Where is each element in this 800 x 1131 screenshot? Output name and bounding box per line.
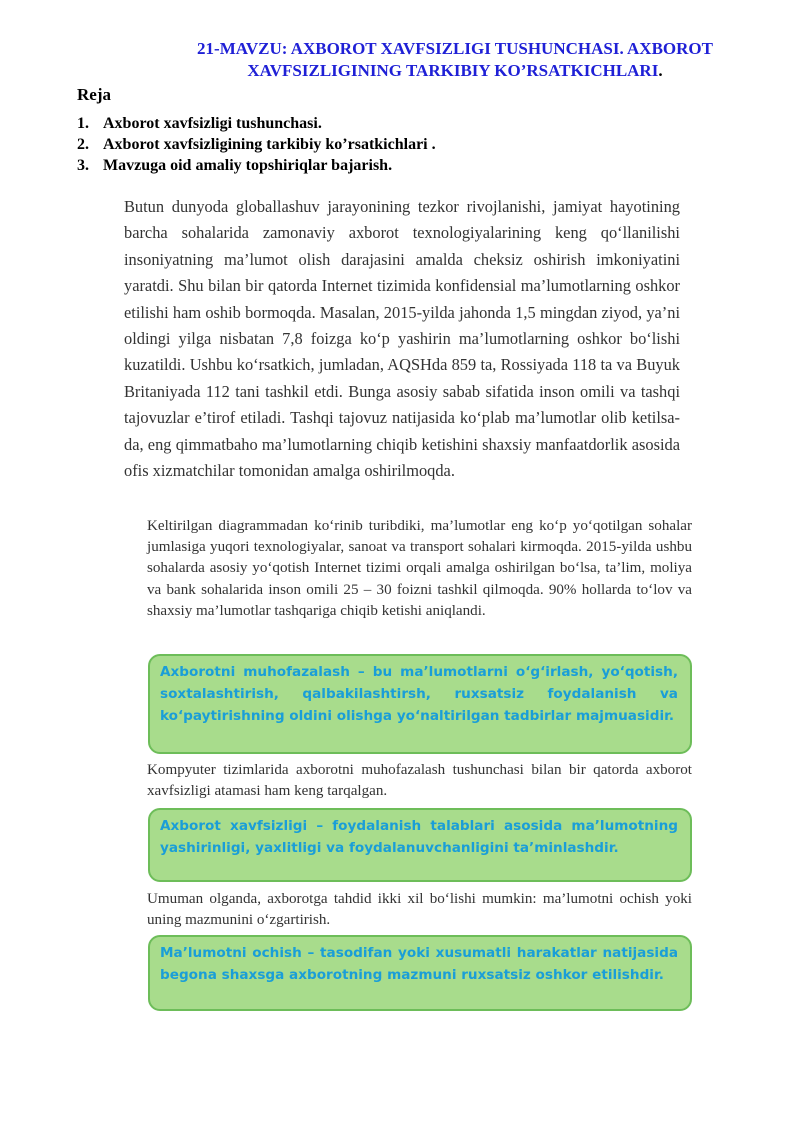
definition-box-data-disclosure: Ma’lumotni ochish – tasodifan yoki xusumatli harakatlar natijasida begona shaxsga axborotning mazmuni ruxsatsiz oshkor etilishdir. bbox=[148, 935, 692, 1011]
plan-list bbox=[77, 113, 436, 176]
plan-item-number: 1. bbox=[77, 115, 89, 132]
diagram-summary-paragraph: Keltirilgan diagrammadan ko‘rinib turibdiki, ma’lumotlar eng ko‘p yo‘qotilgan sohalar jumlasiga yuqori texnologiyalar, sanoat va transport sohalari kirmoqda. 2015-yilda ushbu sohalarda asosiy yo‘qotish Internet tizimi orqali amalga oshirilgan bo‘lsa, ta’lim, moliya va bank sohalarida inson omili 25 – 30 foizni tashkil qilmoqda. 90% hollarda to‘lov va shaxsiy ma’lumotlar tashqariga chiqib ketishi aniqlandi. bbox=[147, 518, 692, 619]
plan-heading: Reja bbox=[77, 85, 111, 104]
title-period: . bbox=[658, 61, 663, 80]
plan-item-text: Axborot xavfsizligining tarkibiy ko’rsatkichlari . bbox=[103, 136, 436, 153]
plan-item-text: Axborot xavfsizligi tushunchasi. bbox=[103, 115, 322, 132]
plan-item bbox=[77, 155, 436, 176]
plan-item bbox=[77, 113, 436, 134]
plan-item-number: 2. bbox=[77, 136, 89, 153]
plan-item bbox=[77, 134, 436, 155]
definition-box-information-security: Axborot xavfsizligi – foydalanish talablari asosida ma’lumotning yashirinligi, yaxlitligi va foydalanuvchanligini ta’minlashdir. bbox=[148, 808, 692, 882]
definition-box-information-protection: Axborotni muhofazalash – bu ma’lumotlarni o‘g‘irlash, yo‘qotish, soxtalashtirish, qalbakilashtirsh, ruxsatsiz foydalanish va ko‘paytirishning oldini olishga yo‘naltirilgan tadbirlar majmuasidir. bbox=[148, 654, 692, 754]
threat-types-paragraph: Umuman olganda, axborotga tahdid ikki xil bo‘lishi mumkin: ma’lumotni ochish yoki uning mazmunini o‘zgartirish. bbox=[147, 891, 692, 929]
intro-paragraph: Butun dunyoda globallashuv jarayonining tezkor rivojlanishi, jamiyat hayotining barcha sohalarida zamonaviy axborot texnologiyalarining keng qo‘llanilishi insoniyatning ma’lumot olish darajasini amalda cheksiz oshirish imkoniyatini yaratdi. Shu bilan bir qatorda Internet tizimida konfidensial ma’lumotlarning oshkor etilishi ham oshib bormoqda. Masalan, 2015-yilda jahonda 1,5 mingdan ziyod, ya’ni oldingi yilga nisbatan 7,8 foizga ko‘p yashirin ma’lumotlarning oshkor bo‘lishi kuzatildi. Ushbu ko‘rsatkich, jumladan, AQSHda 859 ta, Rossiyada 118 ta va Buyuk Britaniyada 112 tani tashkil etdi. Bunga asosiy sabab sifatida inson omili va tashqi tajovuzlar e’tirof etiladi. Tashqi tajovuz natijasida ko‘plab ma’lumotlar olib ketilsa-da, eng qimmatbaho ma’lumotlarning chiqib ketishini shaxsiy manfaatdorlik asosida ofis xizmatchilar tomonidan amalga oshirilmoqda. bbox=[124, 197, 680, 481]
plan-item-text: Mavzuga oid amaliy topshiriqlar bajarish. bbox=[103, 157, 393, 174]
plan-item-number: 3. bbox=[77, 157, 89, 174]
security-term-paragraph: Kompyuter tizimlarida axborotni muhofazalash tushunchasi bilan bir qatorda axborot xavfsizligi atamasi ham keng tarqalgan. bbox=[147, 762, 692, 800]
page-title bbox=[150, 38, 760, 82]
title-text: 21-MAVZU: AXBOROT XAVFSIZLIGI TUSHUNCHASI. AXBOROT XAVFSIZLIGINING TARKIBIY KO’RSATKICHLARI bbox=[197, 39, 713, 80]
